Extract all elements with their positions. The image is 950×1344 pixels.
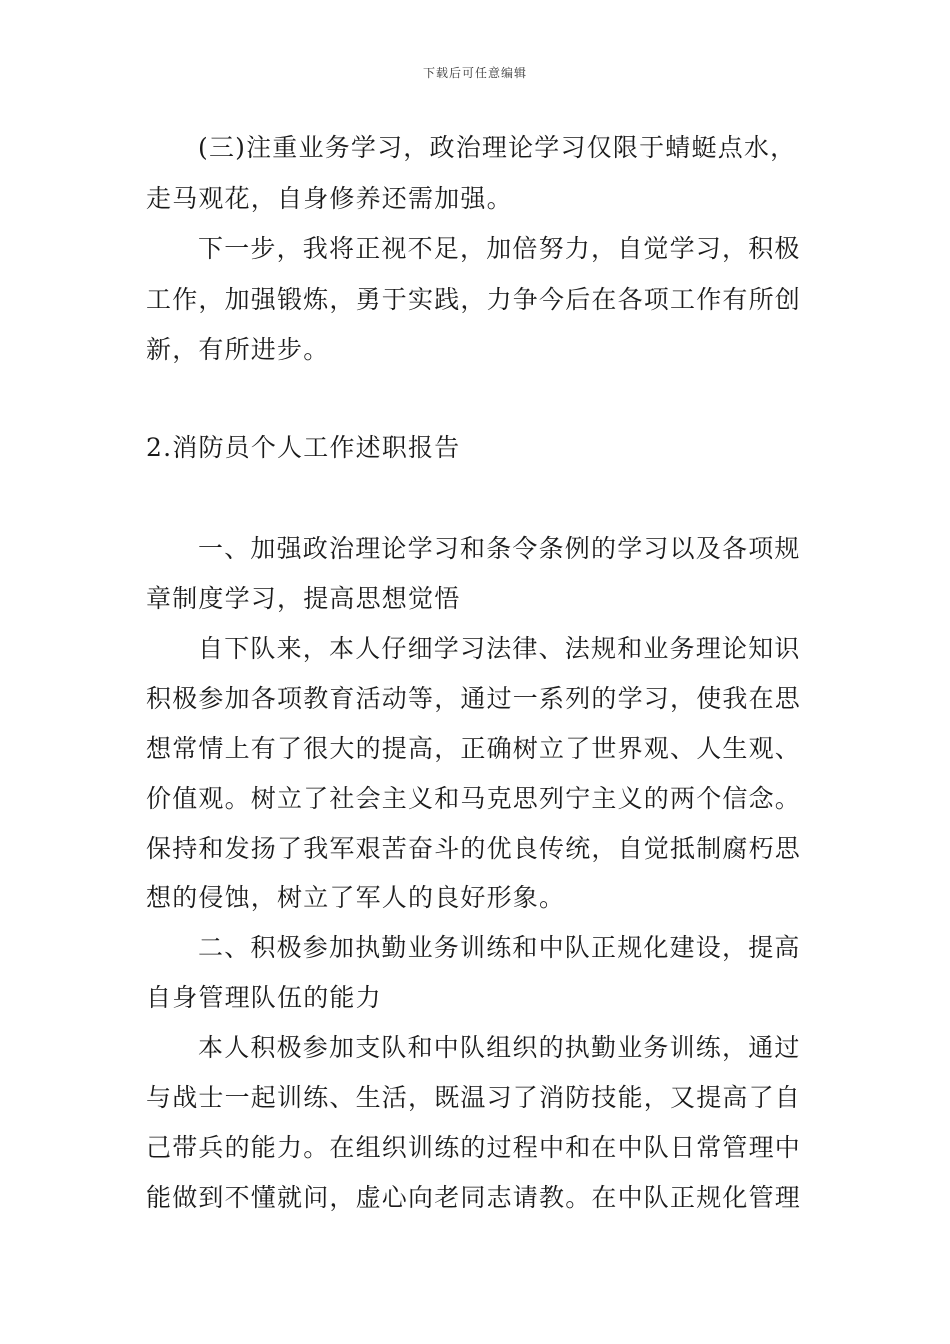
paragraph-line: 与战士一起训练、生活，既温习了消防技能，又提高了自 bbox=[146, 1083, 802, 1112]
paragraph-line: 自身管理队伍的能力 bbox=[146, 983, 382, 1012]
paragraph-line: 下一步，我将正视不足，加倍努力，自觉学习，积极 bbox=[198, 234, 801, 263]
paragraph-line: 价值观。树立了社会主义和马克思列宁主义的两个信念。 bbox=[146, 784, 802, 813]
paragraph-line: 想的侵蚀，树立了军人的良好形象。 bbox=[146, 883, 566, 912]
paragraph-line: 己带兵的能力。在组织训练的过程中和在中队日常管理中 bbox=[146, 1133, 802, 1162]
paragraph-line: 走马观花，自身修养还需加强。 bbox=[146, 184, 513, 213]
paragraph-line: 保持和发扬了我军艰苦奋斗的优良传统，自觉抵制腐朽思 bbox=[146, 834, 802, 863]
section-heading: 2.消防员个人工作述职报告 bbox=[146, 433, 461, 462]
paragraph-line: 能做到不懂就问，虚心向老同志请教。在中队正规化管理 bbox=[146, 1183, 802, 1212]
paragraph-line: 本人积极参加支队和中队组织的执勤业务训练，通过 bbox=[198, 1033, 801, 1062]
paragraph-line: (三)注重业务学习，政治理论学习仅限于蜻蜓点水， bbox=[198, 133, 797, 162]
paragraph-line: 工作，加强锻炼，勇于实践，力争今后在各项工作有所创 bbox=[146, 285, 802, 314]
paragraph-line: 想常情上有了很大的提高，正确树立了世界观、人生观、 bbox=[146, 734, 802, 763]
paragraph-line: 积极参加各项教育活动等，通过一系列的学习，使我在思 bbox=[146, 684, 802, 713]
header-note: 下载后可任意编辑 bbox=[422, 66, 527, 80]
paragraph-line: 一、加强政治理论学习和条令条例的学习以及各项规 bbox=[198, 534, 801, 563]
paragraph-line: 自下队来，本人仔细学习法律、法规和业务理论知识 bbox=[198, 634, 801, 663]
paragraph-line: 新，有所进步。 bbox=[146, 335, 330, 364]
paragraph-line: 章制度学习，提高思想觉悟 bbox=[146, 584, 461, 613]
paragraph-line: 二、积极参加执勤业务训练和中队正规化建设，提高 bbox=[198, 933, 801, 962]
